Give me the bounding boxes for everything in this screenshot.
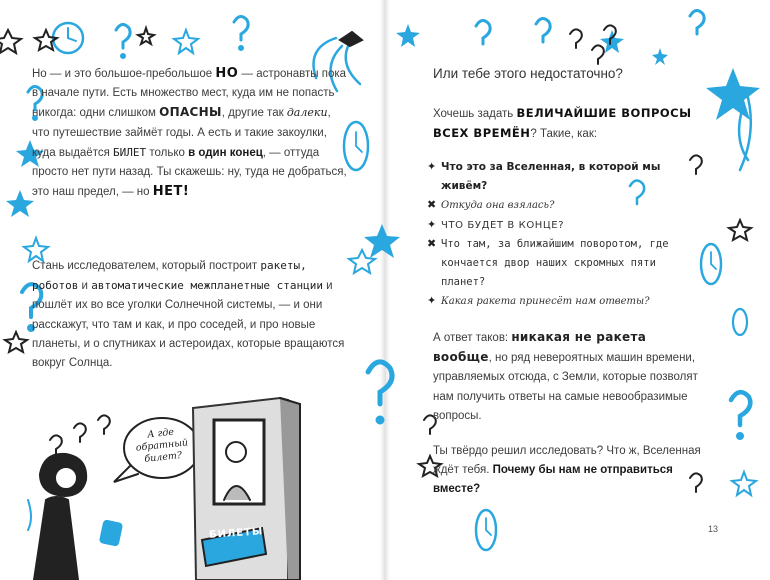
star-bullet-icon: ✖ bbox=[427, 199, 437, 212]
star-icon bbox=[396, 24, 420, 47]
emphasis-no: НО bbox=[215, 66, 239, 81]
page-number: 13 bbox=[708, 524, 719, 534]
text-run: Ты твёрдо решил исследовать? Что ж, Вселенная ждёт тебя. bbox=[433, 445, 701, 477]
star-bullet-icon: ✦ bbox=[427, 295, 437, 308]
question-mark-icon bbox=[234, 16, 248, 40]
question-mark-icon bbox=[731, 392, 750, 425]
star-bullet-icon: ✖ bbox=[427, 237, 437, 250]
questions-list bbox=[427, 158, 707, 312]
text-run: Стань исследователем, который построит bbox=[32, 260, 261, 272]
emphasis-lets-go: Почему бы нам не отправиться вместе? bbox=[433, 464, 673, 496]
question-mark-icon bbox=[476, 20, 490, 44]
emphasis-dangerous: ОПАСНЫ bbox=[159, 105, 222, 120]
star-outline-icon bbox=[732, 472, 756, 495]
ticket-sign: БИЛЕТЫ bbox=[208, 526, 264, 541]
rocket-icon bbox=[340, 32, 362, 46]
text-run: , но ряд невероятных машин времени, управляемых отсюда, с Земли, которые позволят нам получить ответы на самые невообразимые вопросы. bbox=[433, 352, 698, 422]
left-paragraph-2 bbox=[32, 256, 347, 373]
question-mark-icon bbox=[116, 24, 130, 48]
list-item bbox=[427, 196, 707, 215]
star-outline-icon bbox=[138, 28, 154, 44]
text-run: и bbox=[78, 280, 92, 293]
text-run: А ответ таков: bbox=[433, 332, 512, 344]
star-icon bbox=[706, 68, 760, 120]
emphasis-automatic-stations: автоматические межпланетные станции bbox=[91, 279, 323, 293]
left-paragraph-1 bbox=[32, 64, 347, 202]
text-run: — астронавты пока в начале пути. Есть множество мест, куда им не попасть никогда: одни слишком bbox=[32, 68, 347, 120]
question-text: Что это за Вселенная, в которой мы живём? bbox=[441, 161, 661, 193]
list-item bbox=[427, 216, 707, 235]
right-paragraph-2 bbox=[433, 328, 705, 426]
question-text: ЧТО БУДЕТ В КОНЦЕ? bbox=[441, 219, 565, 231]
star-icon bbox=[6, 190, 34, 217]
right-paragraph-3 bbox=[433, 442, 705, 500]
question-mark-icon bbox=[690, 10, 704, 34]
question-mark-icon bbox=[570, 29, 582, 48]
star-bullet-icon: ✦ bbox=[427, 161, 437, 173]
phone-icon bbox=[100, 520, 122, 545]
list-item bbox=[427, 158, 707, 196]
star-outline-icon bbox=[5, 332, 27, 352]
girl-illustration bbox=[28, 454, 86, 580]
question-mark-icon bbox=[50, 435, 62, 454]
question-mark-icon bbox=[74, 423, 86, 442]
speech-bubble-text: А где обратный билет? bbox=[135, 426, 189, 465]
text-run: , — оттуда просто нет пути назад. Ты скажешь: ну, туда не добраться, это наш предел, — но bbox=[32, 146, 347, 199]
question-mark-icon bbox=[98, 415, 110, 434]
page-heading: Или тебе этого недостаточно? bbox=[433, 66, 623, 81]
text-run: и пошлёт их во все уголки Солнечной системы, — и они расскажут, что там и как, и про соседей, и про новые планеты, и о спутниках и астероидах, которые вращаются вокруг Солнца. bbox=[32, 280, 345, 370]
text-run: Хочешь задать bbox=[433, 108, 517, 120]
star-outline-icon bbox=[729, 220, 751, 240]
emphasis-rockets: ракеты, роботов bbox=[32, 259, 307, 293]
question-text: Откуда она взялась? bbox=[441, 200, 555, 212]
text-run: , другие так bbox=[221, 107, 287, 120]
clock-icon bbox=[733, 309, 747, 335]
list-item bbox=[427, 292, 707, 311]
question-text: Какая ракета принесёт нам ответы? bbox=[441, 296, 650, 308]
emphasis-one-way: в один конец bbox=[188, 146, 263, 159]
emphasis-greatest-questions: ВЕЛИЧАЙШИЕ ВОПРОСЫ ВСЕХ ВРЕМЁН bbox=[433, 106, 692, 141]
ticket-machine bbox=[193, 398, 300, 580]
star-outline-icon bbox=[349, 250, 375, 273]
text-run: , что путешествие займёт годы. А есть и такие закоулки, куда выдаётся bbox=[32, 107, 331, 159]
text-run: Но — и это большое-пребольшое bbox=[32, 68, 216, 80]
list-item bbox=[427, 235, 707, 293]
emphasis-ticket: БИЛЕТ bbox=[113, 145, 147, 159]
question-mark-icon bbox=[592, 45, 604, 64]
emphasis-net: НЕТ! bbox=[152, 184, 190, 200]
question-text: Что там, за ближайшим поворотом, где кончается двор наших скромных пяти планет? bbox=[441, 237, 669, 289]
emphasis-no-rocket: никакая не ракета вообще bbox=[433, 330, 647, 365]
text-run: ? Такие, как: bbox=[530, 128, 598, 141]
star-bullet-icon: ✦ bbox=[427, 218, 437, 231]
star-icon bbox=[364, 224, 400, 258]
text-run: только bbox=[146, 146, 189, 159]
star-outline-icon bbox=[0, 30, 21, 53]
question-mark-icon bbox=[368, 362, 392, 404]
emphasis-far: далеки bbox=[286, 106, 328, 120]
question-mark-icon bbox=[536, 18, 550, 42]
star-icon bbox=[652, 48, 668, 65]
star-outline-icon bbox=[174, 30, 198, 53]
right-paragraph-1 bbox=[433, 104, 703, 144]
